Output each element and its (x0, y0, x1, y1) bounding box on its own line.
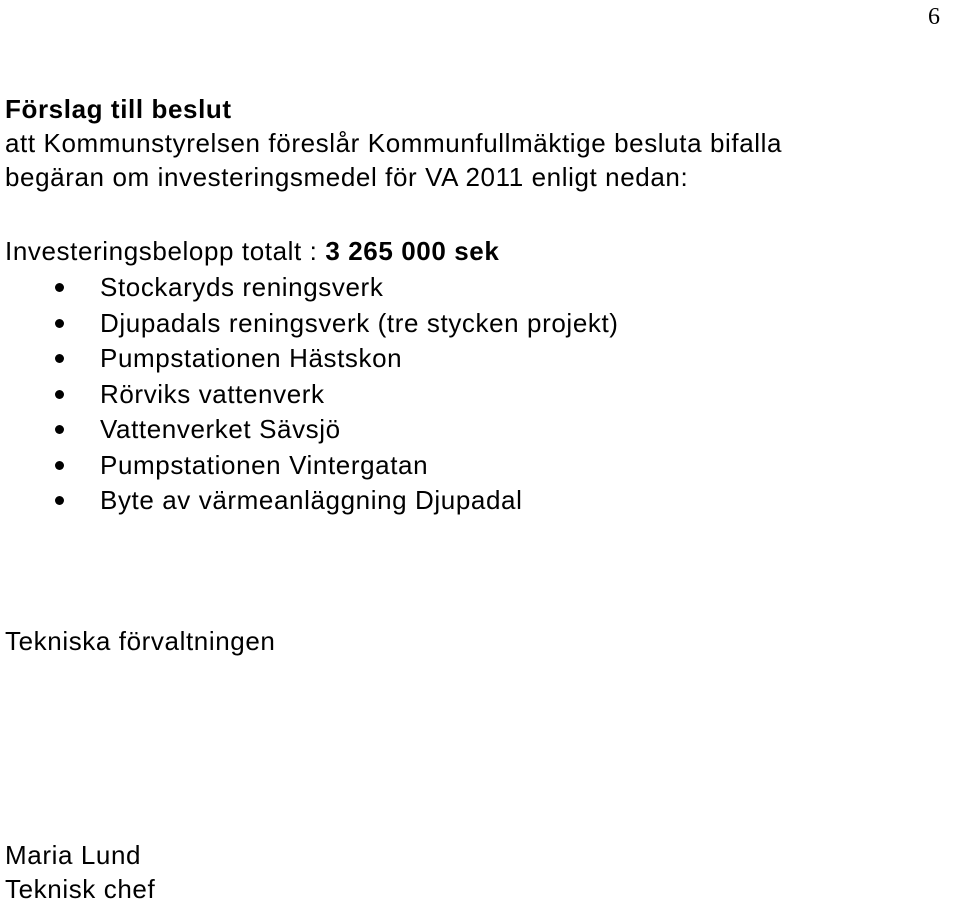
bullet-icon (55, 461, 64, 470)
section-heading: Förslag till beslut (5, 94, 232, 124)
decision-text-line-1: att Kommunstyrelsen föreslår Kommunfullmäktige besluta bifalla (5, 128, 783, 158)
project-name: Djupadals reningsverk (tre stycken projekt) (100, 307, 619, 338)
department-name: Tekniska förvaltningen (5, 626, 276, 656)
project-name: Rörviks vattenverk (100, 378, 325, 409)
signatory-name: Maria Lund (5, 840, 142, 870)
project-name: Pumpstationen Hästskon (100, 343, 403, 373)
bullet-icon (55, 390, 64, 399)
signature-block (5, 838, 155, 906)
bullet-icon (55, 496, 64, 505)
list-item (5, 412, 619, 448)
bullet-icon (55, 354, 64, 363)
project-list (5, 270, 619, 519)
investment-total-label: Investeringsbelopp totalt : (5, 236, 326, 266)
decision-text (5, 126, 955, 194)
list-item (5, 483, 619, 519)
investment-total (5, 234, 499, 268)
project-name: Stockaryds reningsverk (100, 272, 384, 302)
project-name: Byte av värmeanläggning Djupadal (100, 485, 523, 515)
bullet-icon (55, 319, 64, 328)
signatory-title: Teknisk chef (5, 874, 156, 904)
project-name: Pumpstationen Vintergatan (100, 449, 429, 480)
investment-total-amount: 3 265 000 sek (325, 236, 500, 266)
bullet-icon (55, 425, 64, 434)
page-number: 6 (928, 4, 940, 30)
list-item (5, 306, 619, 342)
list-item (5, 448, 619, 484)
list-item (5, 377, 619, 413)
bullet-icon (55, 283, 64, 292)
project-name: Vattenverket Sävsjö (100, 414, 341, 444)
list-item (5, 341, 619, 377)
list-item (5, 270, 619, 306)
decision-text-line-2: begäran om investeringsmedel för VA 2011 enligt nedan: (5, 162, 689, 192)
